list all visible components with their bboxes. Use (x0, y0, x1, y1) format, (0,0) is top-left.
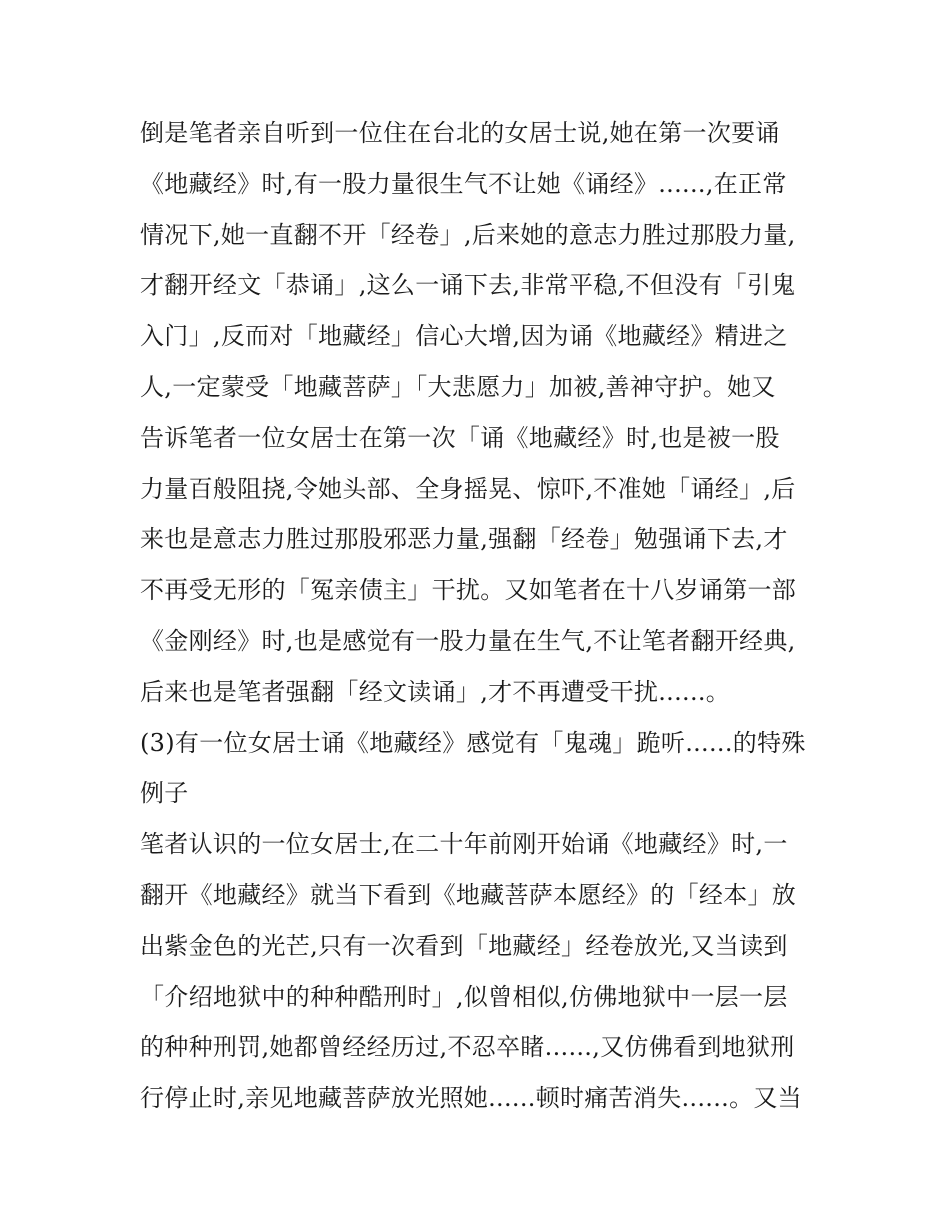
body-text (140, 108, 830, 1124)
text-line: 的种种刑罚,她都曾经经历过,不忍卒睹......,又仿佛看到地狱刑 (140, 1033, 795, 1062)
text-line: 行停止时,亲见地藏菩萨放光照她......顿时痛苦消失......。又当 (140, 1084, 802, 1113)
section-heading: 例子 (140, 779, 189, 808)
text-line: 才翻开经文「恭诵」,这么一诵下去,非常平稳,不但没有「引鬼 (140, 271, 796, 300)
text-line: 《金刚经》时,也是感觉有一股力量在生气,不让笔者翻开经典, (140, 626, 796, 655)
text-line: 笔者认识的一位女居士,在二十年前刚开始诵《地藏经》时,一 (140, 830, 788, 859)
text-line: 倒是笔者亲自听到一位住在台北的女居士说,她在第一次要诵 (140, 119, 780, 147)
text-line: 翻开《地藏经》就当下看到《地藏菩萨本愿经》的「经本」放 (140, 880, 797, 909)
text-line: 《地藏经》时,有一股力量很生气不让她《诵经》......,在正常 (140, 169, 787, 198)
text-line: 人,一定蒙受「地藏菩萨」「大悲愿力」加被,善神守护。她又 (140, 372, 776, 401)
text-line: 不再受无形的「冤亲债主」干扰。又如笔者在十八岁诵第一部 (140, 576, 797, 605)
text-line: 入门」,反而对「地藏经」信心大增,因为诵《地藏经》精进之 (140, 322, 788, 351)
text-line: 「介绍地狱中的种种酷刑时」,似曾相似,仿佛地狱中一层一层 (140, 982, 788, 1011)
section-heading: (3)有一位女居士诵《地藏经》感觉有「鬼魂」跪听......的特殊 (140, 728, 806, 757)
text-line: 告诉笔者一位女居士在第一次「诵《地藏经》时,也是被一股 (140, 423, 780, 452)
text-line: 后来也是笔者强翻「经文读诵」,才不再遭受干扰......。 (140, 677, 731, 706)
text-line: 力量百般阻挠,令她头部、全身摇晃、惊吓,不准她「诵经」,后 (140, 474, 796, 503)
text-line: 情况下,她一直翻不开「经卷」,后来她的意志力胜过那股力量, (140, 220, 796, 249)
text-line: 来也是意志力胜过那股邪恶力量,强翻「经卷」勉强诵下去,才 (140, 525, 788, 554)
text-line: 出紫金色的光芒,只有一次看到「地藏经」经卷放光,又当读到 (140, 931, 788, 960)
